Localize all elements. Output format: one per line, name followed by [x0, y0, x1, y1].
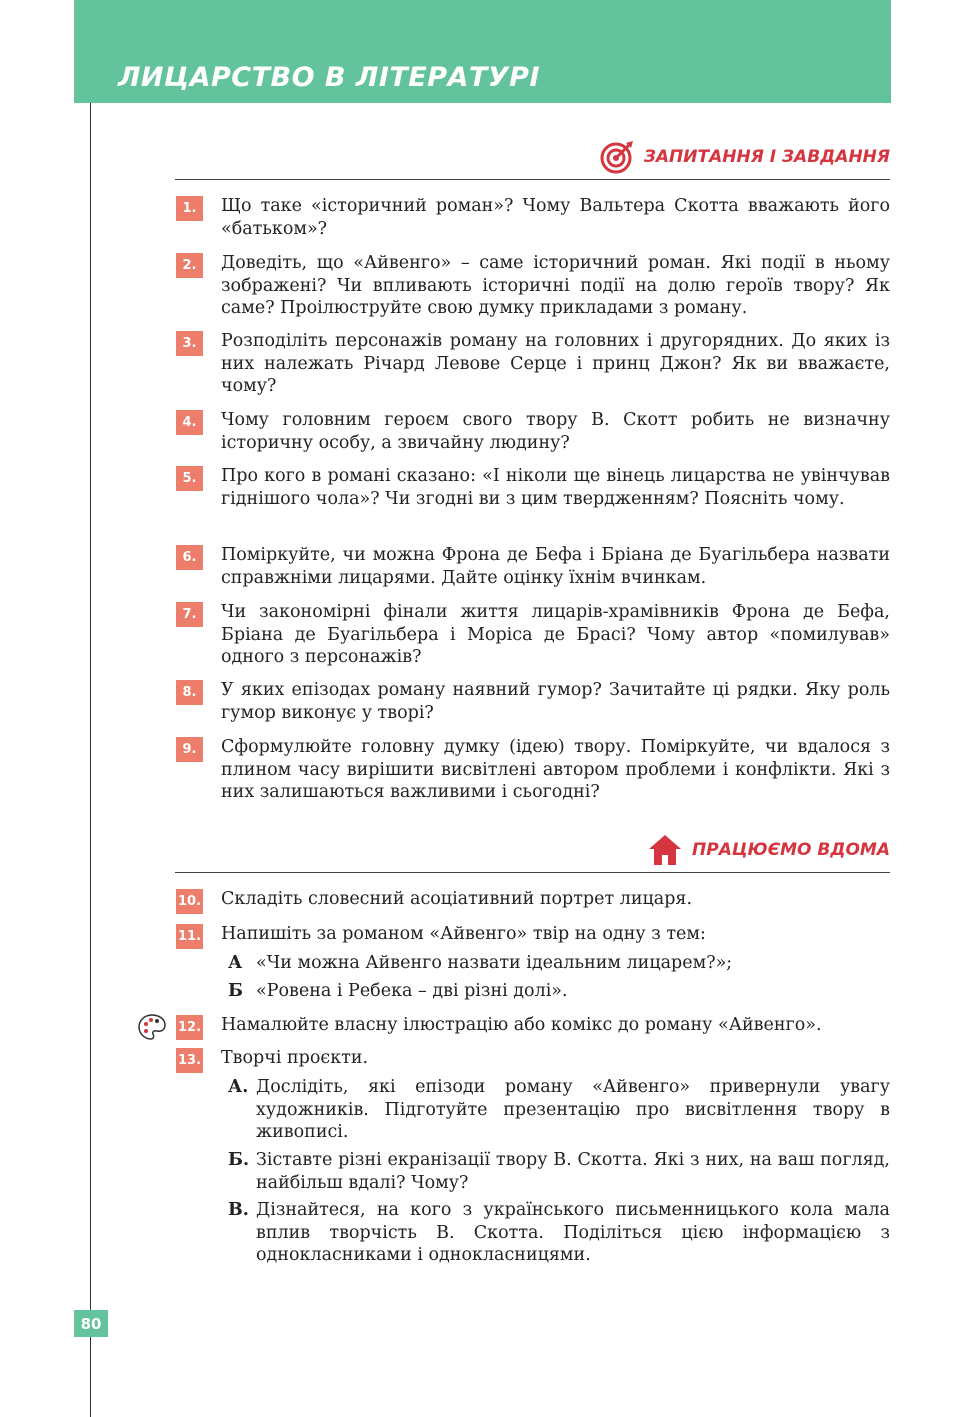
question-item [176, 195, 890, 240]
project-option [228, 1076, 890, 1144]
question-number: 5. [176, 466, 203, 491]
question-text: Доведіть, що «Айвенго» – саме історичний роман. Які події в ньому зображені? Чи впливають історичні події на долю героїв твору? Як саме? Проілюструйте свою думку прикладами з роману. [221, 253, 890, 318]
task-number: 10. [176, 889, 203, 914]
option-letter: Б. [228, 1150, 250, 1170]
question-number: 6. [176, 545, 203, 570]
option-text: «Ровена і Ребека – дві різні долі». [256, 981, 568, 1001]
task-item [176, 1047, 890, 1073]
option-text: Зіставте різні екранізації твору В. Скотта. Які з них, на ваш погляд, найбільш вдалі? Чому? [256, 1150, 890, 1193]
option-letter: В. [228, 1200, 249, 1220]
question-number: 1. [176, 196, 203, 221]
page-number: 80 [74, 1310, 108, 1337]
question-text: Чому головним героєм свого твору В. Скотт робить не визначну історичну особу, а звичайну людину? [221, 410, 890, 453]
question-text: Про кого в романі сказано: «І ніколи ще вінець лицарства не увінчував гіднішого чола»? Чи згодні ви з цим твердженням? Поясніть чому. [221, 466, 890, 509]
palette-icon [137, 1012, 167, 1042]
project-option [228, 1149, 890, 1194]
question-number: 3. [176, 331, 203, 356]
task-text: Намалюйте власну ілюстрацію або комікс до роману «Айвенго». [221, 1015, 822, 1035]
question-number: 9. [176, 737, 203, 762]
task-option [228, 952, 890, 975]
question-item [176, 736, 890, 804]
question-number: 7. [176, 602, 203, 627]
task-number: 13. [176, 1048, 203, 1073]
question-item [176, 330, 890, 398]
chapter-title: ЛИЦАРСТВО В ЛІТЕРАТУРІ [118, 62, 540, 93]
questions-section-title: ЗАПИТАННЯ І ЗАВДАННЯ [643, 147, 890, 167]
option-letter: А [228, 953, 243, 973]
task-number: 11. [176, 924, 203, 949]
margin-line [90, 103, 91, 1417]
question-item [176, 409, 890, 454]
task-number: 12. [176, 1015, 203, 1040]
option-text: Дізнайтеся, на кого з українського письменницького кола мала вплив творчість В. Скотта. Поділіться цією інформацією з однокласниками і однокласницями. [256, 1200, 890, 1265]
task-text: Творчі проєкти. [221, 1048, 369, 1068]
question-text: У яких епізодах роману наявний гумор? Зачитайте ці рядки. Яку роль гумор виконує у творі? [221, 680, 890, 723]
task-item [176, 888, 890, 914]
home-section-header [648, 834, 890, 866]
question-item [176, 544, 890, 589]
questions-section-header [600, 140, 890, 174]
option-letter: Б [228, 981, 243, 1001]
option-letter: А. [228, 1077, 249, 1097]
question-number: 2. [176, 253, 203, 278]
option-text: «Чи можна Айвенго назвати ідеальним лицарем?»; [256, 953, 733, 973]
house-icon [648, 834, 682, 866]
question-text: Поміркуйте, чи можна Фрона де Бефа і Бріана де Буагільбера назвати справжніми лицарями. Дайте оцінку їхнім вчинкам. [221, 545, 890, 588]
question-item [176, 601, 890, 669]
task-item [176, 923, 890, 949]
question-item [176, 252, 890, 320]
task-text: Напишіть за романом «Айвенго» твір на одну з тем: [221, 924, 706, 944]
question-text: Що таке «історичний роман»? Чому Вальтера Скотта вважають його «батьком»? [221, 196, 890, 239]
question-text: Розподіліть персонажів роману на головних і другорядних. До яких із них належать Річард Левове Серце і принц Джон? Як ви вважаєте, чому? [221, 331, 890, 396]
project-option [228, 1199, 890, 1267]
question-item [176, 465, 890, 510]
section-divider [175, 872, 890, 873]
task-item [176, 1014, 890, 1040]
question-item [176, 679, 890, 724]
task-option [228, 980, 890, 1003]
question-number: 8. [176, 680, 203, 705]
section-divider [175, 179, 890, 180]
option-text: Дослідіть, які епізоди роману «Айвенго» привернули увагу художників. Підготуйте презентацію про висвітлення твору в живописі. [256, 1077, 890, 1142]
task-text: Складіть словесний асоціативний портрет лицаря. [221, 889, 693, 909]
question-text: Чи закономірні фінали життя лицарів-храмівників Фрона де Бефа, Бріана де Буагільбера і Моріса де Брасі? Чому автор «помилував» одного з персонажів? [221, 602, 890, 667]
home-section-title: ПРАЦЮЄМО ВДОМА [692, 840, 890, 860]
target-icon [600, 140, 634, 174]
question-text: Сформулюйте головну думку (ідею) твору. Поміркуйте, чи вдалося з плином часу вирішити висвітлені автором проблеми і конфлікти. Які з них залишаються важливими і сьогодні? [221, 737, 890, 802]
question-number: 4. [176, 410, 203, 435]
